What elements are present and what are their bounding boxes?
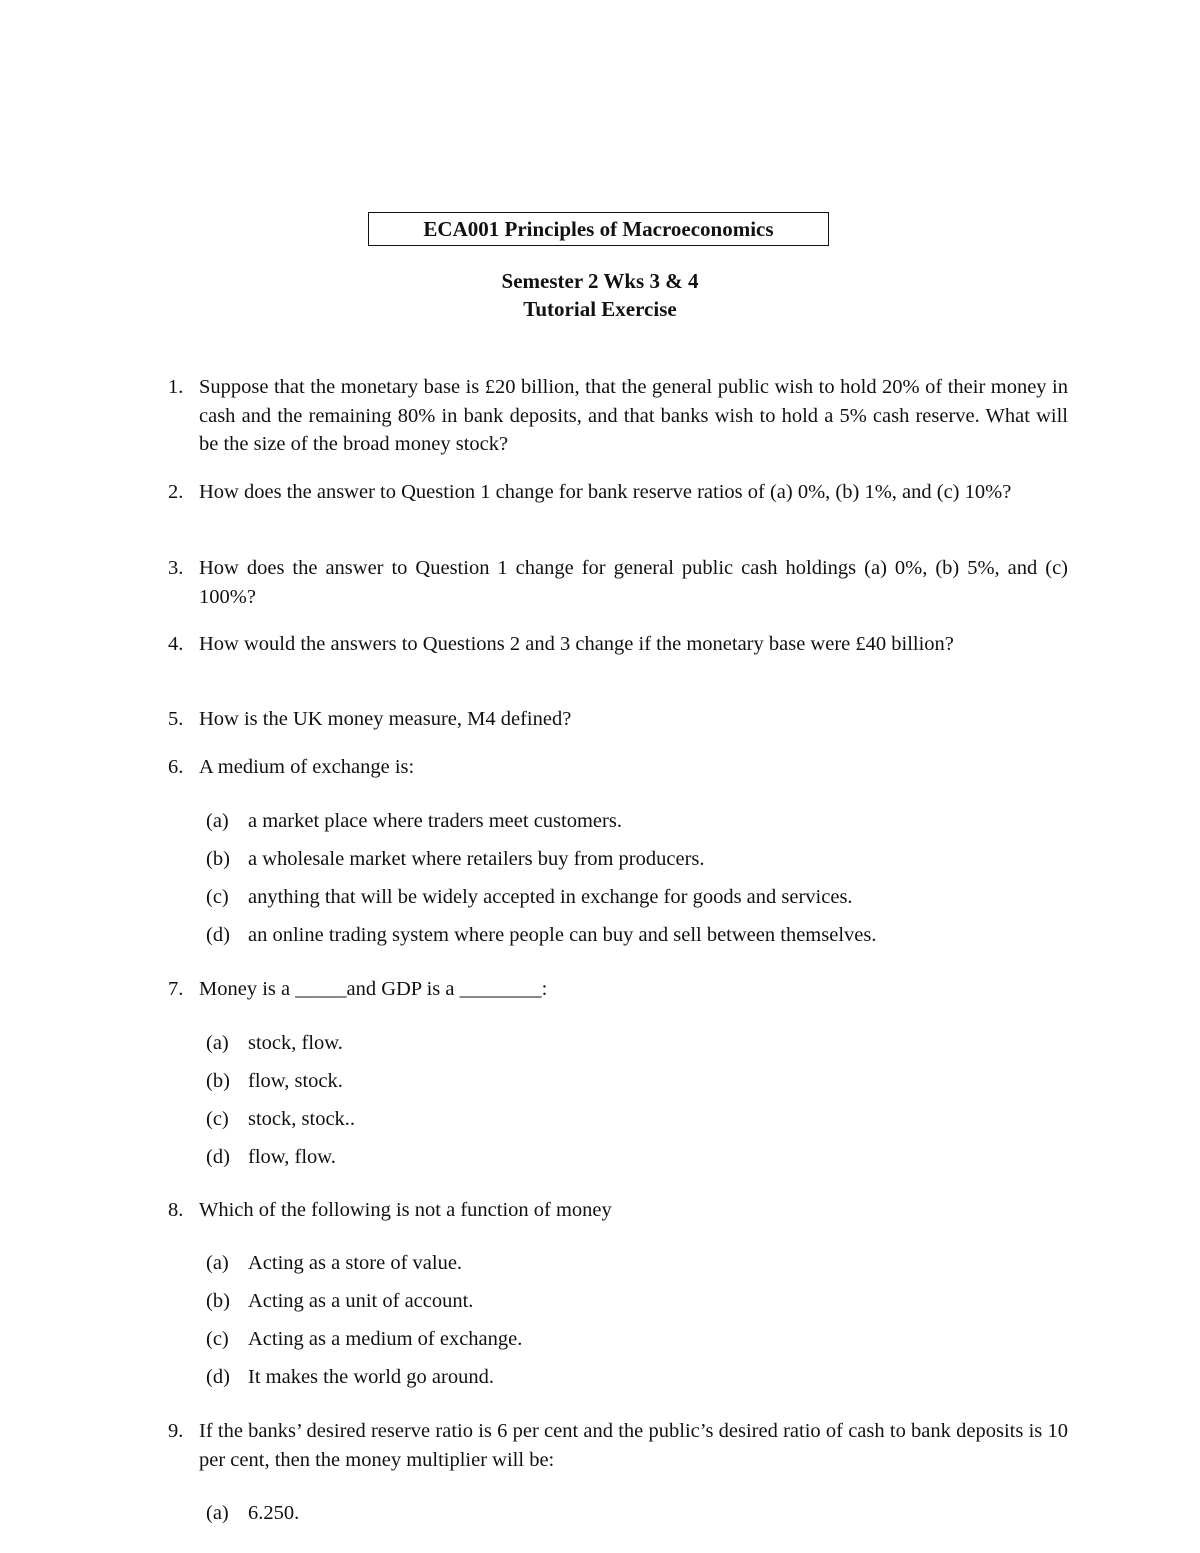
option-text: Acting as a unit of account. bbox=[248, 1290, 474, 1312]
option-label: (c) bbox=[206, 886, 229, 908]
option-text: anything that will be widely accepted in exchange for goods and services. bbox=[248, 886, 853, 908]
option-label: (a) bbox=[206, 1252, 229, 1274]
question-number: 1. bbox=[168, 376, 184, 398]
question-text: How does the answer to Question 1 change for bank reserve ratios of (a) 0%, (b) 1%, and (c) 10%? bbox=[199, 481, 1012, 503]
option-label: (a) bbox=[206, 1502, 229, 1524]
option-label: (d) bbox=[206, 1366, 230, 1388]
course-title: ECA001 Principles of Macroeconomics bbox=[368, 212, 829, 246]
option-label: (c) bbox=[206, 1108, 229, 1130]
option-6b bbox=[206, 845, 1066, 873]
option-label: (b) bbox=[206, 848, 230, 870]
option-text: It makes the world go around. bbox=[248, 1366, 494, 1388]
question-2 bbox=[168, 478, 1068, 507]
option-text: a wholesale market where retailers buy from producers. bbox=[248, 848, 705, 870]
question-number: 6. bbox=[168, 756, 184, 778]
option-6d bbox=[206, 921, 1066, 949]
question-9 bbox=[168, 1417, 1068, 1474]
option-text: stock, stock.. bbox=[248, 1108, 356, 1130]
option-6a bbox=[206, 807, 1066, 835]
option-text: Acting as a store of value. bbox=[248, 1252, 463, 1274]
question-number: 7. bbox=[168, 978, 184, 1000]
option-6c bbox=[206, 883, 1066, 911]
question-text: How does the answer to Question 1 change for general public cash holdings (a) 0%, (b) 5%, and (c) 100%? bbox=[199, 557, 1068, 608]
question-6 bbox=[168, 753, 1068, 782]
question-number: 9. bbox=[168, 1420, 184, 1442]
option-8c bbox=[206, 1325, 1066, 1353]
question-text: Suppose that the monetary base is £20 billion, that the general public wish to hold 20% of their money in cash and the remaining 80% in bank deposits, and that banks wish to hold a 5% cash reserve. What will be the size of the broad money stock? bbox=[199, 376, 1068, 455]
question-number: 4. bbox=[168, 633, 184, 655]
question-7 bbox=[168, 975, 1068, 1004]
question-number: 8. bbox=[168, 1199, 184, 1221]
question-text: Money is a _____and GDP is a ________: bbox=[199, 978, 548, 1000]
option-8a bbox=[206, 1249, 1066, 1277]
option-label: (a) bbox=[206, 810, 229, 832]
option-8d bbox=[206, 1363, 1066, 1391]
option-label: (d) bbox=[206, 1146, 230, 1168]
question-text: Which of the following is not a function of money bbox=[199, 1199, 612, 1221]
option-label: (d) bbox=[206, 924, 230, 946]
question-8 bbox=[168, 1196, 1068, 1225]
question-text: How would the answers to Questions 2 and 3 change if the monetary base were £40 billion? bbox=[199, 633, 954, 655]
option-text: 6.250. bbox=[248, 1502, 300, 1524]
option-label: (b) bbox=[206, 1290, 230, 1312]
option-7d bbox=[206, 1143, 1066, 1171]
question-number: 3. bbox=[168, 557, 184, 579]
subtitle-tutorial: Tutorial Exercise bbox=[523, 297, 677, 321]
question-text: How is the UK money measure, M4 defined? bbox=[199, 708, 572, 730]
option-text: flow, stock. bbox=[248, 1070, 343, 1092]
question-4 bbox=[168, 630, 1068, 659]
question-number: 5. bbox=[168, 708, 184, 730]
option-label: (a) bbox=[206, 1032, 229, 1054]
question-3 bbox=[168, 554, 1068, 611]
question-number: 2. bbox=[168, 481, 184, 503]
option-label: (c) bbox=[206, 1328, 229, 1350]
option-text: stock, flow. bbox=[248, 1032, 343, 1054]
option-text: flow, flow. bbox=[248, 1146, 336, 1168]
option-text: an online trading system where people can buy and sell between themselves. bbox=[248, 924, 877, 946]
option-text: Acting as a medium of exchange. bbox=[248, 1328, 523, 1350]
option-7b bbox=[206, 1067, 1066, 1095]
option-7c bbox=[206, 1105, 1066, 1133]
option-text: a market place where traders meet customers. bbox=[248, 810, 622, 832]
question-5 bbox=[168, 705, 1068, 734]
option-8b bbox=[206, 1287, 1066, 1315]
question-text: A medium of exchange is: bbox=[199, 756, 415, 778]
question-text: If the banks’ desired reserve ratio is 6 per cent and the public’s desired ratio of cash to bank deposits is 10 per cent, then the money multiplier will be: bbox=[199, 1420, 1068, 1471]
question-1 bbox=[168, 373, 1068, 459]
option-7a bbox=[206, 1029, 1066, 1057]
option-label: (b) bbox=[206, 1070, 230, 1092]
option-9a bbox=[206, 1499, 1066, 1527]
subtitle-semester: Semester 2 Wks 3 & 4 bbox=[501, 269, 699, 293]
